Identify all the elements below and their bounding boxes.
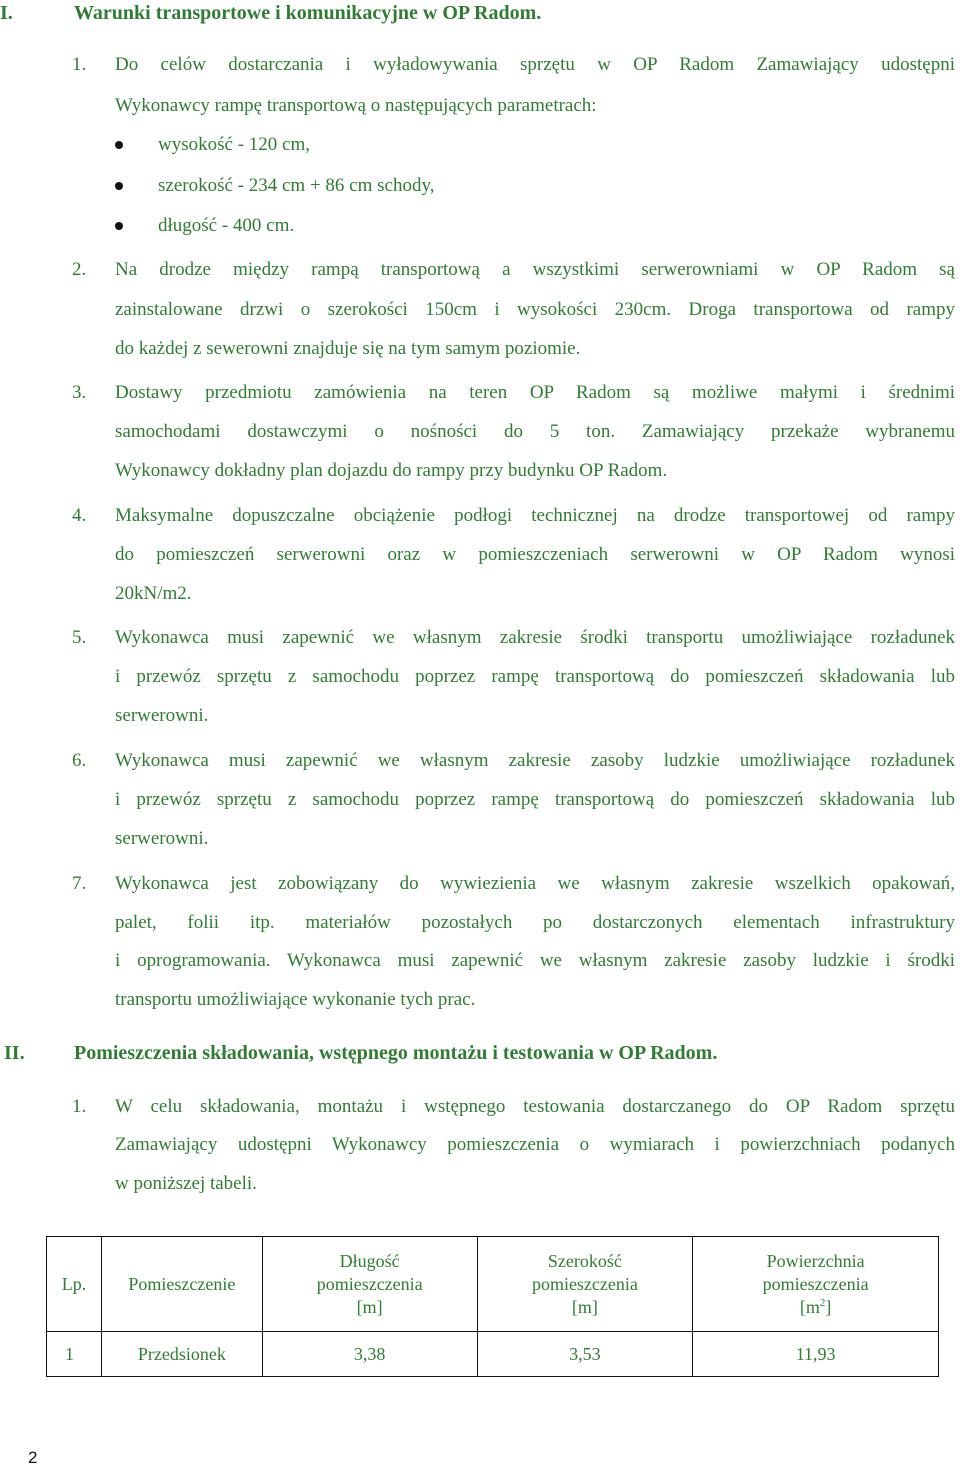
header-area-unit <box>697 1296 934 1319</box>
paragraph-line: 20kN/m2. <box>115 583 192 604</box>
unit-text: ] <box>825 1296 832 1317</box>
paragraph-line: Maksymalne dopuszczalne obciążenie podłogi technicznej na drodze transportowej od rampy <box>115 505 955 526</box>
paragraph-line: do pomieszczeń serwerowni oraz w pomieszczeniach serwerowni w OP Radom wynosi <box>115 544 955 565</box>
section-2-number: II. <box>4 1042 25 1064</box>
paragraph-line: Wykonawcy rampę transportową o następujących parametrach: <box>115 95 597 116</box>
paragraph-line: i przewóz sprzętu z samochodu poprzez rampę transportową do pomieszczeń składowania lub <box>115 789 955 810</box>
paragraph-line: Na drodze między rampą transportową a wszystkimi serwerowniami w OP Radom są <box>115 259 955 280</box>
paragraph-line: samochodami dostawczymi o nośności do 5 ton. Zamawiający przekaże wybranemu <box>115 421 955 442</box>
header-width <box>477 1237 693 1332</box>
header-width-line: [m] <box>571 1296 598 1317</box>
bullet-icon <box>115 182 123 190</box>
header-width-line: Szerokość <box>547 1250 622 1271</box>
paragraph-line: zainstalowane drzwi o szerokości 150cm i wysokości 230cm. Droga transportowa od rampy <box>115 299 955 320</box>
header-area-line: pomieszczenia <box>762 1273 869 1294</box>
cell-area: 11,93 <box>693 1332 939 1377</box>
table-row <box>47 1332 939 1377</box>
header-length-line: Długość <box>339 1250 400 1271</box>
cell-width: 3,53 <box>477 1332 693 1377</box>
item-number: 6. <box>72 750 87 771</box>
section-1-title: Warunki transportowe i komunikacyjne w OP Radom. <box>74 2 542 24</box>
bullet-icon <box>115 141 123 149</box>
section-1-number: I. <box>0 2 13 24</box>
cell-lp: 1 <box>47 1332 102 1377</box>
paragraph-line: Dostawy przedmiotu zamówienia na teren OP Radom są możliwe małymi i średnimi <box>115 382 955 403</box>
paragraph-line: i przewóz sprzętu z samochodu poprzez rampę transportową do pomieszczeń składowania lub <box>115 666 955 687</box>
section-2-title: Pomieszczenia składowania, wstępnego montażu i testowania w OP Radom. <box>74 1042 718 1064</box>
table-header-row <box>47 1237 939 1332</box>
paragraph-line: serwerowni. <box>115 828 209 849</box>
paragraph-line: W celu składowania, montażu i wstępnego testowania dostarczanego do OP Radom sprzętu <box>115 1096 955 1117</box>
paragraph-line: transportu umożliwiające wykonanie tych prac. <box>115 989 476 1010</box>
item-number: 1. <box>72 1096 87 1117</box>
header-length <box>262 1237 477 1332</box>
paragraph-line: i oprogramowania. Wykonawca musi zapewnić we własnym zakresie zasoby ludzkie i środki <box>115 950 955 971</box>
item-number: 4. <box>72 505 87 526</box>
cell-room: Przedsionek <box>101 1332 262 1377</box>
bullet-item: wysokość - 120 cm, <box>158 134 310 155</box>
bullet-icon <box>115 222 123 230</box>
header-width-line: pomieszczenia <box>531 1273 638 1294</box>
item-number: 5. <box>72 627 87 648</box>
page-number: 2 <box>28 1448 38 1467</box>
rooms-table <box>46 1236 939 1377</box>
paragraph-line: Zamawiający udostępni Wykonawcy pomieszczenia o wymiarach i powierzchniach podanych <box>115 1134 955 1155</box>
paragraph-line: w poniższej tabeli. <box>115 1173 257 1194</box>
paragraph-line: do każdej z sewerowni znajduje się na tym samym poziomie. <box>115 338 581 359</box>
paragraph-line: Wykonawca musi zapewnić we własnym zakresie środki transportu umożliwiające rozładunek <box>115 627 955 648</box>
item-number: 3. <box>72 382 87 403</box>
unit-superscript: 2 <box>819 1296 826 1309</box>
paragraph-line: Wykonawca musi zapewnić we własnym zakresie zasoby ludzkie umożliwiające rozładunek <box>115 750 955 771</box>
paragraph-line: serwerowni. <box>115 705 209 726</box>
header-room: Pomieszczenie <box>101 1237 262 1332</box>
item-number: 2. <box>72 259 87 280</box>
paragraph-line: Wykonawca jest zobowiązany do wywiezienia we własnym zakresie wszelkich opakowań, <box>115 873 955 894</box>
cell-length: 3,38 <box>262 1332 477 1377</box>
item-number: 1. <box>72 54 87 75</box>
paragraph-line: Wykonawcy dokładny plan dojazdu do rampy przy budynku OP Radom. <box>115 460 668 481</box>
header-area-line: Powierzchnia <box>766 1250 865 1271</box>
unit-text: [m <box>799 1296 820 1317</box>
bullet-item: długość - 400 cm. <box>158 215 295 236</box>
bullet-item: szerokość - 234 cm + 86 cm schody, <box>158 175 435 196</box>
paragraph-line: palet, folii itp. materiałów pozostałych po dostarczonych elementach infrastruktury <box>115 912 955 933</box>
header-length-line: pomieszczenia <box>316 1273 423 1294</box>
item-number: 7. <box>72 873 87 894</box>
paragraph-line: Do celów dostarczania i wyładowywania sprzętu w OP Radom Zamawiający udostępni <box>115 54 955 75</box>
header-length-line: [m] <box>356 1296 383 1317</box>
header-lp: Lp. <box>47 1237 102 1332</box>
header-area <box>693 1237 939 1332</box>
